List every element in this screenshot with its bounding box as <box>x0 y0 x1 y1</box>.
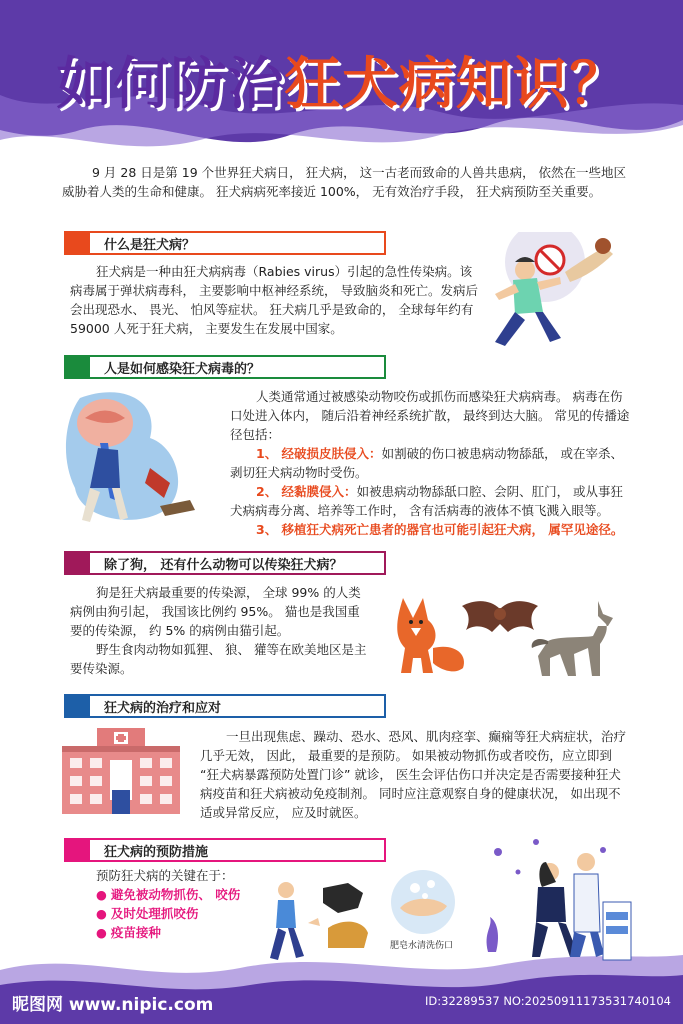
section-header-text: 狂犬病的治疗和应对 <box>104 700 222 716</box>
section-other-animals-body <box>70 583 370 678</box>
animals-para-1: 狗是狂犬病最重要的传染源， 全球 99% 的人类病例由狗引起， 我国该比例约 95%。 猫也是我国重要的传染源， 约 5% 的病例由猫引起。 <box>70 585 361 638</box>
section-what-is-rabies-body: 狂犬病是一种由狂犬病病毒（Rabies virus）引起的急性传染病。该病毒属于弹状病毒科， 主要影响中枢神经系统， 导致脑炎和死亡。发病后会出现恐水、 畏光、 怕风等症状。 狂犬病几乎是致命的， 全球每年约有 59000 人死于狂犬病， 主要发生在发展中国家。 <box>70 264 478 336</box>
section-header-text: 狂犬病的预防措施 <box>104 844 209 860</box>
running-man-chased-by-dog-illustration <box>485 232 620 360</box>
hand-washing-icon <box>385 868 465 938</box>
infection-route-2 <box>230 482 630 520</box>
dog-attack-illustration <box>268 878 378 968</box>
prevention-bullet: ● 避免被动物抓伤、 咬伤 <box>96 885 240 904</box>
section-header-text: 什么是狂犬病？ <box>104 237 196 253</box>
title-part2: 狂犬病知识？ <box>284 52 627 117</box>
page-title <box>0 40 683 120</box>
section-treatment-body: 一旦出现焦虑、躁动、恐水、恐风、肌肉痉挛、癫痫等狂犬病症状，治疗几乎无效， 因此， 最重要的是预防。 如果被动物抓伤或者咬伤，应立即到 “狂犬病暴露预防处置门诊” 就诊， 医生会评估伤口并决定是否需要接种狂犬病疫苗和狂犬病被动免疫制剂。 同时应注意观察自身的健康状况， 如出现不适或异常反应， 应及时就医。 <box>200 729 627 820</box>
title-part1: 如何防治 <box>56 52 285 117</box>
watermark-right: ID:32289537 NO:20250911173531740104 <box>425 994 671 1008</box>
hospital-building-illustration <box>62 728 180 814</box>
soap-wash-label: 肥皂水清洗伤口 <box>390 941 454 951</box>
infection-intro: 人类通常通过被感染动物咬伤或抓伤而感染狂犬病病毒。 病毒在伤口处进入体内， 随后沿着神经系统扩散， 最终到达大脑。 常见的传播途径包括： <box>230 389 630 442</box>
infection-route-3: 3、 移植狂犬病死亡患者的器官也可能引起狂犬病， 属罕见途径。 <box>256 522 624 537</box>
section-header-treatment <box>64 694 386 718</box>
infection-route-1 <box>230 444 630 482</box>
intro-paragraph: 9 月 28 日是第 19 个世界狂犬病日， 狂犬病， 这一古老而致命的人兽共患病， 依然在一些地区威胁着人类的生命和健康。 狂犬病病死率接近 100%， 无有效治疗手段， 狂犬病预防至关重要。 <box>62 165 627 199</box>
section-header-bar <box>64 838 90 862</box>
animals-para-2: 野生食肉动物如狐狸、 狼、 獾等在欧美地区是主要传染源。 <box>70 642 367 676</box>
section-infection-body <box>230 387 630 539</box>
prevention-bullets <box>96 885 240 942</box>
route-1-text: 如割破的伤口被患病动物舔舐， 或在宰杀、剥切狂犬病动物时受伤。 <box>230 446 624 480</box>
nerve-infection-illustration <box>60 388 210 528</box>
section-header-bar <box>64 551 90 575</box>
section-header-text: 人是如何感染狂犬病毒的？ <box>104 361 261 377</box>
section-header-bar <box>64 355 90 379</box>
vaccination-illustration <box>478 832 633 964</box>
route-1-label: 1、 经破损皮肤侵入： <box>256 446 382 461</box>
wolf-icon <box>528 596 620 680</box>
route-2-text: 如被患病动物舔舐口腔、会阴、肛门， 或从事狂犬病病毒分离、培养等工作时， 含有活病毒的液体不慎飞溅入眼等。 <box>230 484 624 518</box>
section-header-other-animals <box>64 551 386 575</box>
prevention-intro: 预防狂犬病的关键在于： <box>96 868 234 883</box>
section-header-infection <box>64 355 386 379</box>
watermark-left: 昵图网 www.nipic.com <box>12 995 214 1015</box>
section-header-text: 除了狗， 还有什么动物可以传染狂犬病？ <box>104 557 343 573</box>
route-2-label: 2、 经黏膜侵入： <box>256 484 357 499</box>
prevention-bullet: ● 及时处理抓咬伤 <box>96 904 240 923</box>
section-header-bar <box>64 694 90 718</box>
section-header-what-is-rabies <box>64 231 386 255</box>
section-header-bar <box>64 231 90 255</box>
prevention-bullet: ● 疫苗接种 <box>96 923 240 942</box>
section-header-prevention <box>64 838 386 862</box>
